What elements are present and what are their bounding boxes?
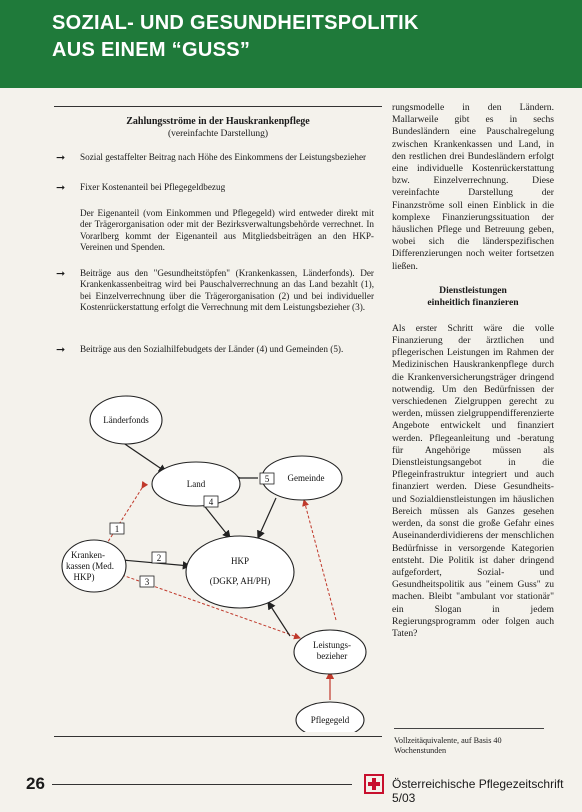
journal-logo-icon xyxy=(364,774,384,794)
node-land-label: Land xyxy=(186,479,206,489)
label-3: 3 xyxy=(144,577,150,587)
bullet-arrow-icon: ➞ xyxy=(56,343,66,356)
node-hkp-sublabel: (DGKP, AH/PH) xyxy=(209,576,271,586)
right-paragraph-2: Als erster Schritt wäre die volle Finanzierung der ärztlichen und pflegerischen Leistungen im Rahmen der Medizinischen Hauskrankenpflege durch die Krankenversicherungsträger dringend notwendig. Um den Bedürfnissen der verschiedenen Zielgruppen gerecht zu werden, müssen zielgruppendifferenzierte Angebote entwickelt und finanziert werden. Pflegeanleitung und -beratung für Angehörige müssen als Dienstleistungsangebot in die Pflegeinfrastruktur integriert und auch finanziert werden. Diese Gesundheits- und Sozialdienstleistungen im häuslichen Bereich müssen als Ganzes gesehen werden, da sonst die große Gefahr eines Auseinanderdividierens der menschlichen Bedürfnisse in versorgende Kategorien entsteht. Die Politik ist daher dringend aufgefordert, Sozial- und Gesundheitspolitik aus "einem Guss" zu machen. Bleibt "ambulant vor stationär" ein Slogan in jedem Regierungsprogramm oder folgen auch Taten? xyxy=(392,322,554,639)
node-pflegegeld-label: Pflegegeld xyxy=(310,715,350,725)
bullet-social-budget: Beiträge aus den Sozialhilfebudgets der Länder (4) und Gemeinden (5). xyxy=(80,344,344,354)
box-title: Zahlungsströme in der Hauskrankenpflege xyxy=(126,116,310,127)
box-subtitle: (vereinfachte Darstellung) xyxy=(168,129,268,139)
node-kk-label-3: HKP) xyxy=(73,572,95,582)
journal-name: Österreichische Pflegezeitschrift 5/03 xyxy=(392,777,564,805)
arrow-lb-gemeinde xyxy=(304,500,336,620)
label-5: 5 xyxy=(264,474,270,484)
payment-flow-diagram xyxy=(54,380,382,732)
node-hkp-label: HKP xyxy=(230,556,250,566)
page-title-line2: AUS EINEM “GUSS” xyxy=(52,39,251,61)
right-column xyxy=(392,102,554,640)
footnote-rule xyxy=(394,728,544,729)
footnote: Vollzeitäquivalente, auf Basis 40 Wochenstunden xyxy=(394,736,502,755)
arrow-land-hkp xyxy=(202,503,230,538)
bullet-arrow-icon: ➞ xyxy=(56,151,66,164)
page-number: 26 xyxy=(26,774,45,793)
page-title xyxy=(52,10,552,64)
node-lb-label-1: Leistungs- xyxy=(313,640,351,650)
title-banner xyxy=(0,0,582,88)
bullet-arrow-icon: ➞ xyxy=(56,181,66,194)
bullet-health-funds: Beiträge aus den "Gesundheitstöpfen" (Krankenkassen, Länderfonds). Der Krankenkassenbeitrag wird bei Pauschalverrechnung an das Land bezahlt (1), bei Einzelverrechnung über die Trägerorganisation (2) und bei individueller Kostenrückerstattung erfolgt die Verrechnung mit dem Leistungsbezieher (3). xyxy=(80,268,374,313)
bullet-arrow-icon: ➞ xyxy=(56,267,66,280)
bullet-fixed-share: Fixer Kostenanteil bei Pflegegeldbezug xyxy=(80,182,226,192)
node-laenderfonds-label: Länderfonds xyxy=(103,415,149,425)
bullet-contribution: Sozial gestaffelter Beitrag nach Höhe des Einkommens der Leistungsbezieher xyxy=(80,152,367,162)
box-top-rule xyxy=(54,106,382,107)
right-paragraph-1: rungsmodelle in den Ländern. Mallarweile gibt es in sechs Bundesländern eine Pauschalregelung zwischen Krankenkassen und Land, in den restlichen drei Bundesländern erfolgt eine individuelle Kostenrückerstattung bzw. Einzelverrechnung. Diese vereinfachte Darstellung der Finanzströme soll einen Einblick in die komplexe Finanzierungssituation der häuslichen Pflege und Betreuung geben, wobei sich die länderspezifischen Differenzierungen noch weiter fortsetzen ließen. xyxy=(392,102,554,272)
node-hkp xyxy=(186,536,294,608)
page-title-line1: SOZIAL- UND GESUNDHEITSPOLITIK xyxy=(52,12,419,34)
arrow-kk-land xyxy=(104,488,142,548)
node-lb-label-2: bezieher xyxy=(316,651,348,661)
box-bottom-rule xyxy=(54,736,382,737)
own-share-paragraph: Der Eigenanteil (vom Einkommen und Pflegegeld) wird entweder direkt mit der Trägerorganisation oder mit der Bezirksverwaltungsbehörde verrechnet. In Vorarlberg kommt der Eigenanteil aus Mitgliedsbeiträgen an den HKP-Vereinen und Spenden. xyxy=(80,208,374,253)
section-heading-line1: Dienstleistungen xyxy=(439,284,507,296)
label-1: 1 xyxy=(114,524,120,534)
footer-rule xyxy=(52,784,352,785)
label-2: 2 xyxy=(156,553,162,563)
node-kk-label-2: kassen (Med. xyxy=(66,561,114,571)
section-heading-line2: einheitlich finanzieren xyxy=(427,296,519,308)
section-heading xyxy=(392,285,554,309)
node-gemeinde-label: Gemeinde xyxy=(287,473,325,483)
node-kk-label-1: Kranken- xyxy=(71,550,105,560)
arrow-gemeinde-hkp xyxy=(258,498,276,538)
label-4: 4 xyxy=(208,497,214,507)
